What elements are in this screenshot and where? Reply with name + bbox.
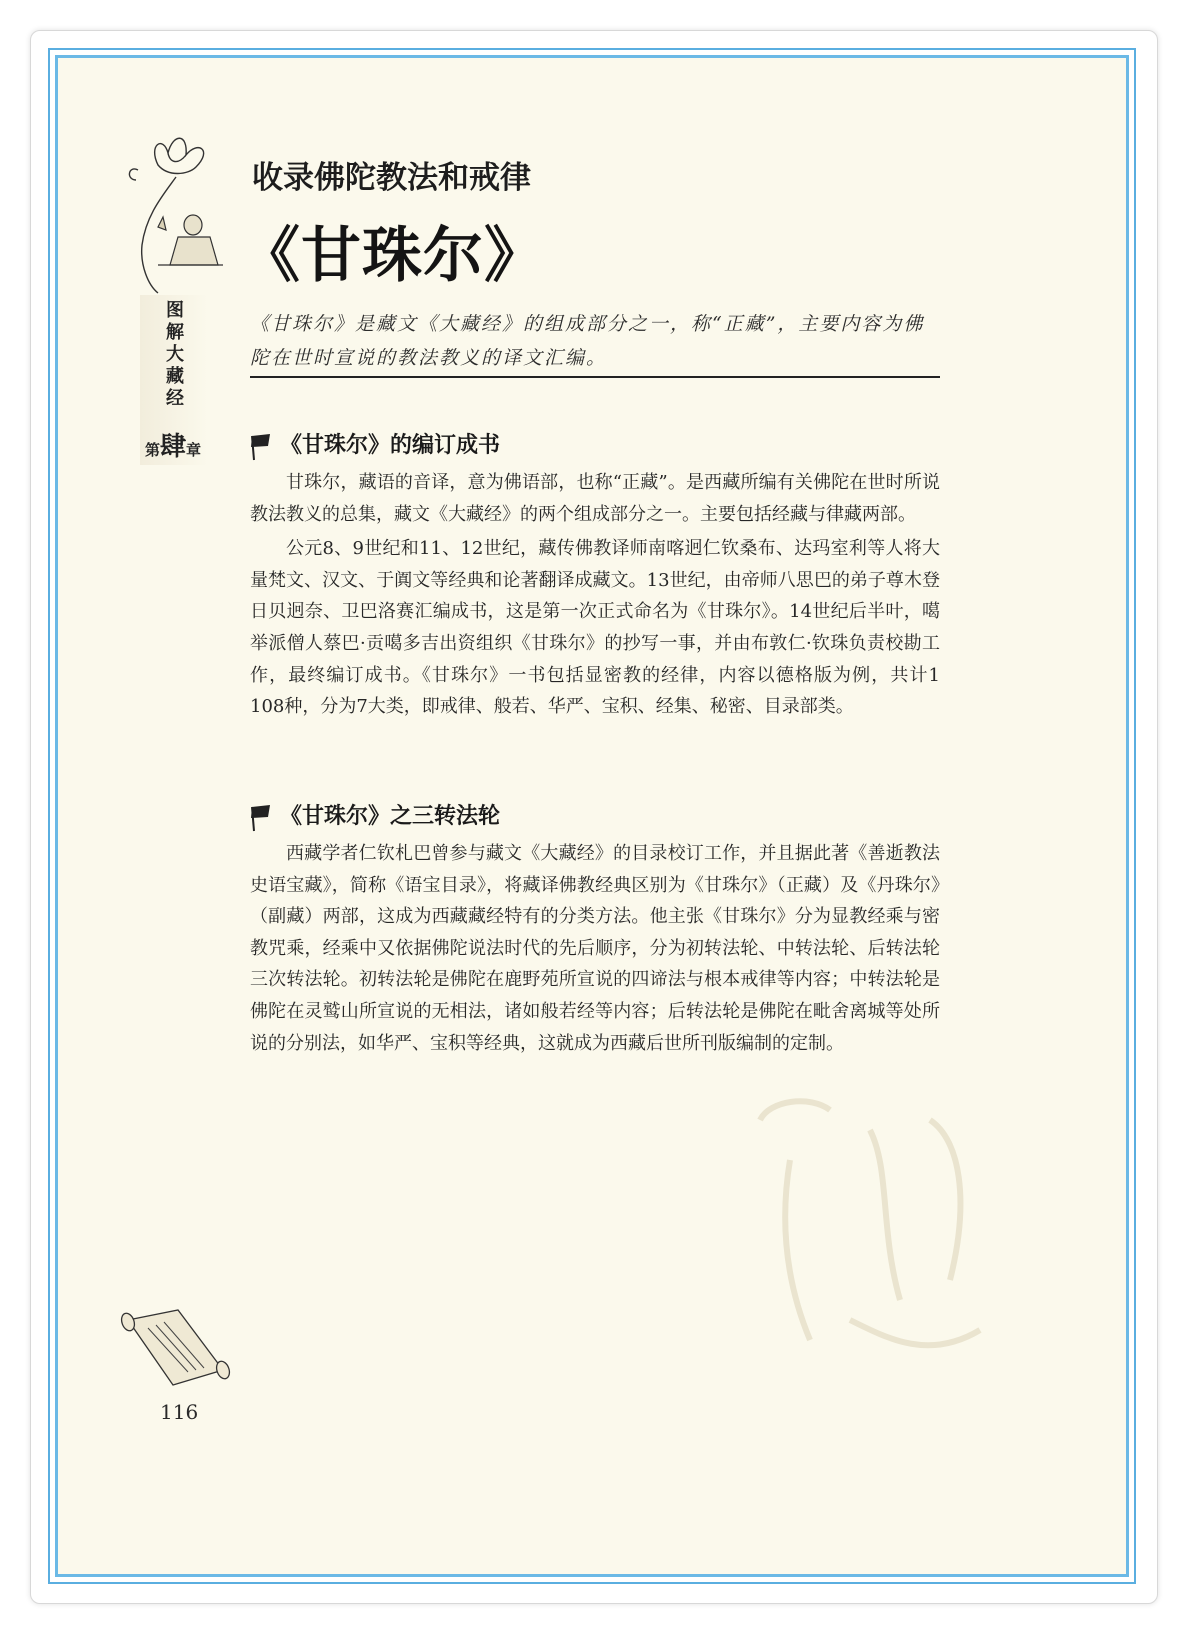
paragraph: 甘珠尔，藏语的音译，意为佛语部，也称“正藏”。是西藏所编有关佛陀在世时所说教法教义的总集，藏文《大藏经》的两个组成部分之一。主要包括经藏与律藏两部。 <box>250 472 940 525</box>
section-heading <box>250 428 940 464</box>
section-1 <box>250 428 940 723</box>
seal-watermark-illustration <box>730 1080 1030 1400</box>
page-title: 《甘珠尔》 <box>240 221 545 291</box>
chapter-suffix: 章 <box>186 441 202 459</box>
flag-icon <box>246 432 274 462</box>
page-number: 116 <box>160 1400 199 1424</box>
divider <box>250 376 940 378</box>
chapter-number: 肆 <box>159 432 186 462</box>
section-heading <box>250 799 940 835</box>
page-subtitle: 收录佛陀教法和戒律 <box>252 160 531 196</box>
section-2 <box>250 799 940 1059</box>
scroll-illustration <box>118 1300 233 1395</box>
section-heading-text: 《甘珠尔》之三转法轮 <box>280 804 501 829</box>
section-heading-text: 《甘珠尔》的编订成书 <box>280 433 501 458</box>
lotus-figure-illustration <box>118 125 238 295</box>
book-title-vertical: 图解大藏经 <box>166 300 184 409</box>
chapter-prefix: 第 <box>144 441 160 459</box>
lead-paragraph: 《甘珠尔》是藏文《大藏经》的组成部分之一，称“正藏”，主要内容为佛陀在世时宣说的教法教义的译文汇编。 <box>250 313 925 369</box>
paragraph: 公元8、9世纪和11、12世纪，藏传佛教译师南喀迥仁钦桑布、达玛室利等人将大量梵文、汉文、于阗文等经典和论著翻译成藏文。13世纪，由帝师八思巴的弟子尊木登日贝迥奈、卫巴洛赛汇编成书，这是第一次正式命名为《甘珠尔》。14世纪后半叶，噶举派僧人蔡巴·贡噶多吉出资组织《甘珠尔》的抄写一事，并由布敦仁·钦珠负责校勘工作，最终编订成书。《甘珠尔》一书包括显密教的经律，内容以德格版为例，共计1 108种，分为7大类，即戒律、般若、华严、宝积、经集、秘密、目录部类。 <box>250 538 940 718</box>
chapter-label <box>138 426 208 463</box>
flag-icon <box>246 803 274 833</box>
paragraph: 西藏学者仁钦札巴曾参与藏文《大藏经》的目录校订工作，并且据此著《善逝教法史语宝藏》，简称《语宝目录》，将藏译佛教经典区别为《甘珠尔》（正藏）及《丹珠尔》（副藏）两部，这成为西藏藏经特有的分类方法。他主张《甘珠尔》分为显教经乘与密教咒乘，经乘中又依据佛陀说法时代的先后顺序，分为初转法轮、中转法轮、后转法轮三次转法轮。初转法轮是佛陀在鹿野苑所宣说的四谛法与根本戒律等内容；中转法轮是佛陀在灵鹫山所宣说的无相法，诸如般若经等内容；后转法轮是佛陀在毗舍离城等处所说的分别法，如华严、宝积等经典，这就成为西藏后世所刊版编制的定制。 <box>250 843 940 1054</box>
